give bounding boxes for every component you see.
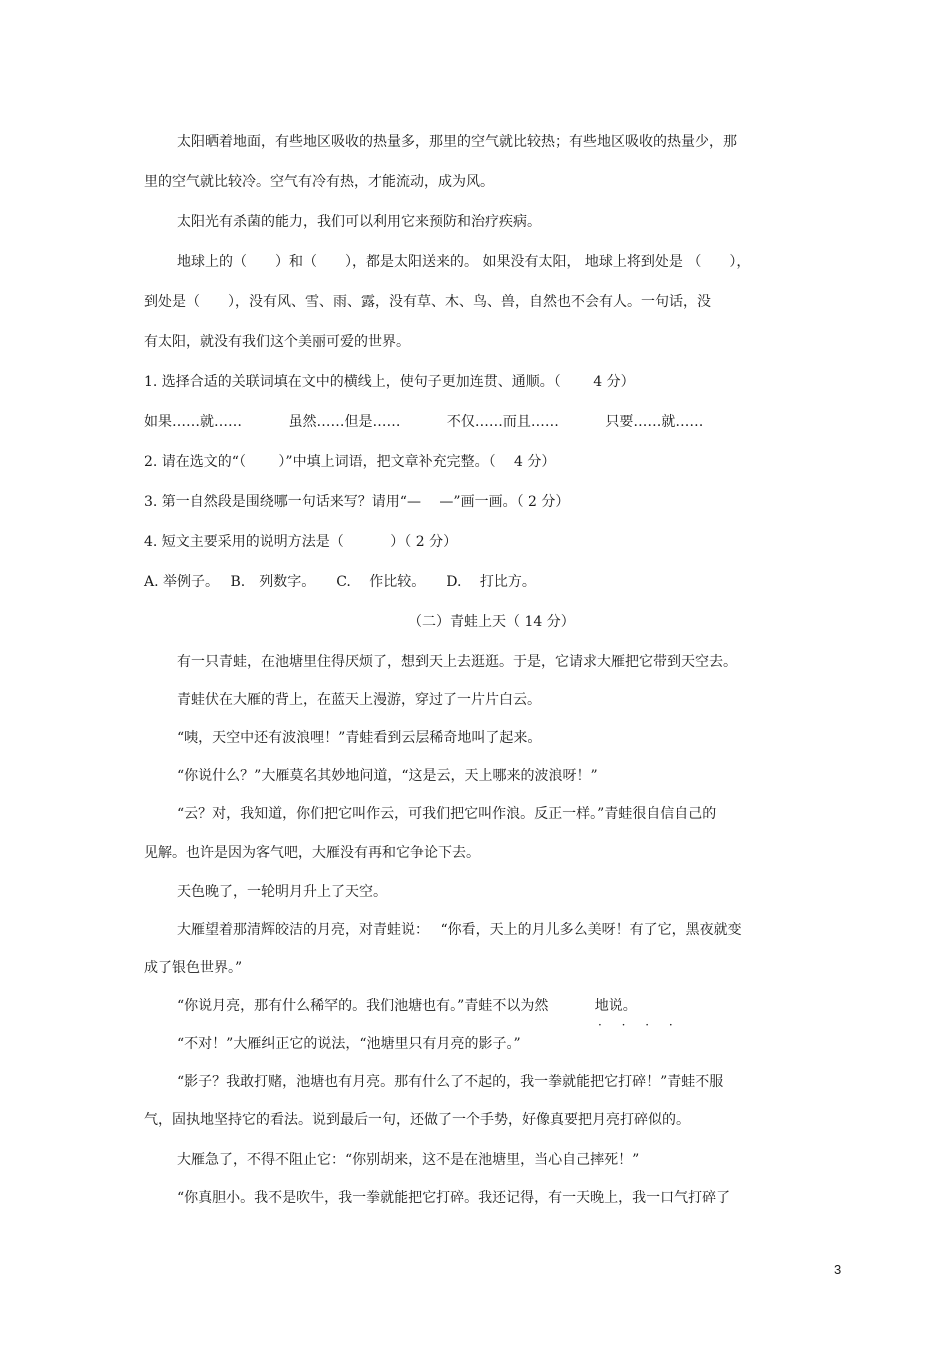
text-line: “咦，天空中还有波浪哩！”青蛙看到云层稀奇地叫了起来。 [177, 730, 542, 746]
page-number: 3 [834, 1262, 842, 1277]
text-line: 到处是（ ），没有风、雪、雨、露，没有草、木、鸟、兽，自然也不会有人。一句话，没 [144, 294, 711, 310]
section-heading: （二）青蛙上天（ 14 分） [408, 614, 575, 630]
text-line: 见解。也许是因为客气吧，大雁没有再和它争论下去。 [144, 845, 480, 861]
question-3: 3. 第一自然段是围绕哪一句话来写？请用“— —”画一画。（ 2 分） [144, 494, 570, 510]
text-line: 大雁急了，不得不阻止它：“你别胡来，这不是在池塘里，当心自己摔死！” [177, 1152, 640, 1168]
text-line: “你说月亮，那有什么稀罕的。我们池塘也有。”青蛙不以为然 地说。 [177, 998, 637, 1014]
emphasis-dots: · · · · [598, 1018, 681, 1032]
text-line: “影子？我敢打赌，池塘也有月亮。那有什么了不起的，我一拳就能把它打碎！”青蛙不服 [177, 1074, 724, 1090]
question-2: 2. 请在选文的“（ ）”中填上词语，把文章补充完整。（ 4 分） [144, 454, 556, 470]
text-line: “云？对，我知道，你们把它叫作云，可我们把它叫作浪。反正一样。”青蛙很自信自己的 [177, 806, 717, 822]
text-line: 有一只青蛙，在池塘里住得厌烦了，想到天上去逛逛。于是，它请求大雁把它带到天空去。 [177, 654, 737, 670]
text-line: “你真胆小。我不是吹牛，我一拳就能把它打碎。我还记得，有一天晚上，我一口气打碎了 [177, 1190, 731, 1206]
text-line: 里的空气就比较冷。空气有冷有热，才能流动，成为风。 [144, 174, 494, 190]
text-line: 大雁望着那清辉皎洁的月亮，对青蛙说： “你看，天上的月儿多么美呀！有了它，黑夜就变 [177, 922, 742, 938]
text-line: 太阳光有杀菌的能力，我们可以利用它来预防和治疗疾病。 [177, 214, 541, 230]
text-line: 天色晚了，一轮明月升上了天空。 [177, 884, 387, 900]
text-line: “不对！”大雁纠正它的说法，“池塘里只有月亮的影子。” [177, 1036, 521, 1052]
text-line: “你说什么？”大雁莫名其妙地问道，“这是云，天上哪来的波浪呀！” [177, 768, 598, 784]
text-line: 太阳晒着地面，有些地区吸收的热量多，那里的空气就比较热；有些地区吸收的热量少，那 [177, 134, 737, 150]
text-line: 有太阳，就没有我们这个美丽可爱的世界。 [144, 334, 410, 350]
text-line: 气，固执地坚持它的看法。说到最后一句，还做了一个手势，好像真要把月亮打碎似的。 [144, 1112, 690, 1128]
question-4: 4. 短文主要采用的说明方法是（ ）（ 2 分） [144, 534, 458, 550]
option-row: A. 举例子。 B. 列数字。 C. 作比较。 D. 打比方。 [144, 574, 536, 590]
text-line: 成了银色世界。” [144, 960, 243, 976]
option-row: 如果……就…… 虽然……但是…… 不仅……而且…… 只要……就…… [144, 414, 704, 430]
text-line: 地球上的（ ）和（ ），都是太阳送来的。 如果没有太阳， 地球上将到处是 （ ）， [177, 254, 751, 270]
question-1: 1. 选择合适的关联词填在文中的横线上，使句子更加连贯、通顺。（ 4 分） [144, 374, 635, 390]
text-line: 青蛙伏在大雁的背上，在蓝天上漫游，穿过了一片片白云。 [177, 692, 541, 708]
